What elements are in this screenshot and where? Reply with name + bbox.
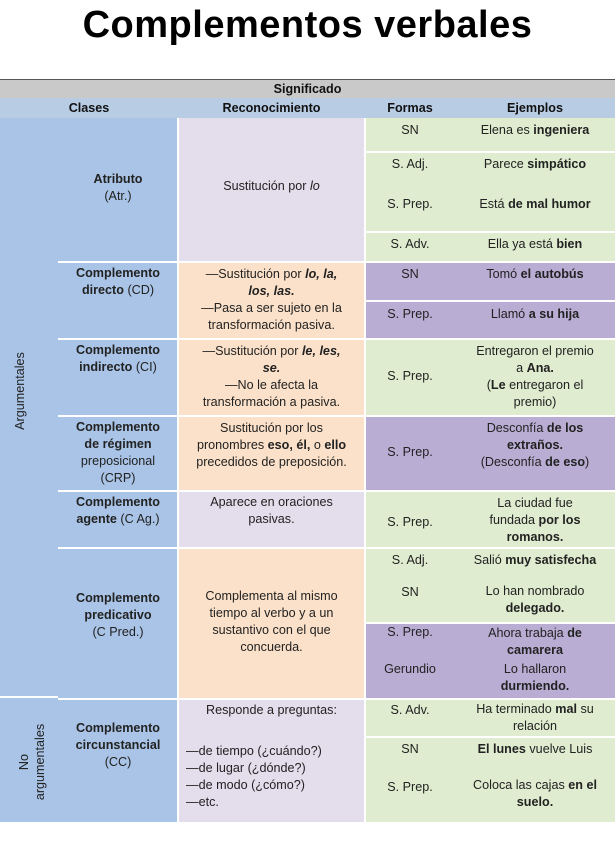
forma-crp: S. Prep. [387,444,433,459]
rec-ci: —Sustitución por le, les, se. —No le afecta la transformación a pasiva. [202,344,341,409]
ej-atributo-sadv: Ella ya está bien [487,236,583,251]
ej-cpred-sprep: Ahora trabaja de camarera [488,626,582,657]
header-reconocimiento: Reconocimiento [222,100,321,115]
forma-cpred-sprep: S. Prep. [387,624,433,639]
forma-cc-sadv: S. Adv. [390,702,430,717]
row-divider [58,547,615,549]
rec-cd: —Sustitución por lo, la, los, las. —Pasa a ser sujeto en la transformación pasiva. [201,267,342,332]
clase-atributo: Atributo (Atr.) [93,172,143,203]
forma-cpred-gerundio: Gerundio [384,661,436,676]
clase-cc: Complemento circunstancial (CC) [75,720,161,769]
ej-cpred-sadj: Salió muy satisfecha [473,552,597,567]
table [0,79,615,821]
forma-cpred-sn: SN [401,584,419,599]
sub-divider [365,151,615,153]
forma-atributo-sadv: S. Adv. [390,236,430,251]
header-significado: Significado [273,81,342,96]
sub-divider [365,231,615,233]
forma-ci: S. Prep. [387,368,433,383]
row-divider [58,490,615,492]
forma-atributo-sprep: S. Prep. [387,196,433,211]
forma-cpred-sadj: S. Adj. [391,552,429,567]
forma-cc-sprep: S. Prep. [387,779,433,794]
group-no-argumentales: No argumentales [17,723,47,801]
ej-ci: Entregaron el premio a Ana. (Le entregaron el premio) [476,344,594,409]
header-clases: Clases [68,100,110,115]
header-ejemplos: Ejemplos [507,100,563,115]
ej-atributo-sprep: Está de mal humor [479,196,591,211]
clase-cd: Complemento directo (CD) [76,266,160,297]
header-formas: Formas [387,100,433,115]
group-divider [0,696,58,698]
ej-cd-sn: Tomó el autobús [486,266,584,281]
group-argumentales: Argumentales [13,352,27,430]
page-title: Complementos verbales [82,4,533,46]
sub-divider [365,736,615,738]
ej-cag: La ciudad fue fundada por los romanos. [489,495,581,544]
forma-cd-sn: SN [401,266,419,281]
rec-cc-list: —de tiempo (¿cuándo?) —de lugar (¿dónde?) —de modo (¿cómo?) —etc. [186,744,322,809]
ej-cc-sadv: Ha terminado mal su relación [476,702,594,733]
sub-divider [365,300,615,302]
row-divider [58,338,615,340]
forma-cc-sn: SN [401,741,419,756]
rec-atributo: Sustitución por lo [223,178,320,193]
ej-cc-sprep: Coloca las cajas en el suelo. [473,778,597,809]
clase-cag: Complemento agente (C Ag.) [76,495,160,526]
rec-cpred: Complementa al mismo tiempo al verbo y a un sustantivo con el que concuerda. [205,589,338,654]
forma-atributo-sadj: S. Adj. [391,156,429,171]
forma-cd-sprep: S. Prep. [387,306,433,321]
rec-cag: Aparece en oraciones pasivas. [210,495,333,526]
ej-cc-sn: El lunes vuelve Luis [477,741,593,756]
ej-cpred-sn: Lo han nombrado delegado. [485,584,585,615]
row-divider [58,261,615,263]
ej-cd-sprep: Llamó a su hija [490,306,580,321]
clase-cpred: Complemento predicativo (C Pred.) [76,590,160,639]
ej-atributo-sn: Elena es ingeniera [480,122,590,137]
rec-cc-title: Responde a preguntas: [206,702,337,717]
rec-crp: Sustitución por los pronombres eso, él, o ello precedidos de preposición. [196,420,347,469]
clase-crp: Complemento de régimen preposicional (CRP) [76,420,160,485]
ej-atributo-sadj: Parece simpático [483,156,587,171]
forma-cag: S. Prep. [387,514,433,529]
ej-cpred-gerundio: Lo hallaron durmiendo. [500,662,570,693]
forma-atributo-sn: SN [401,122,419,137]
clase-ci: Complemento indirecto (CI) [76,343,160,374]
ej-crp: Desconfía de los extraños. (Desconfía de eso) [480,420,590,469]
